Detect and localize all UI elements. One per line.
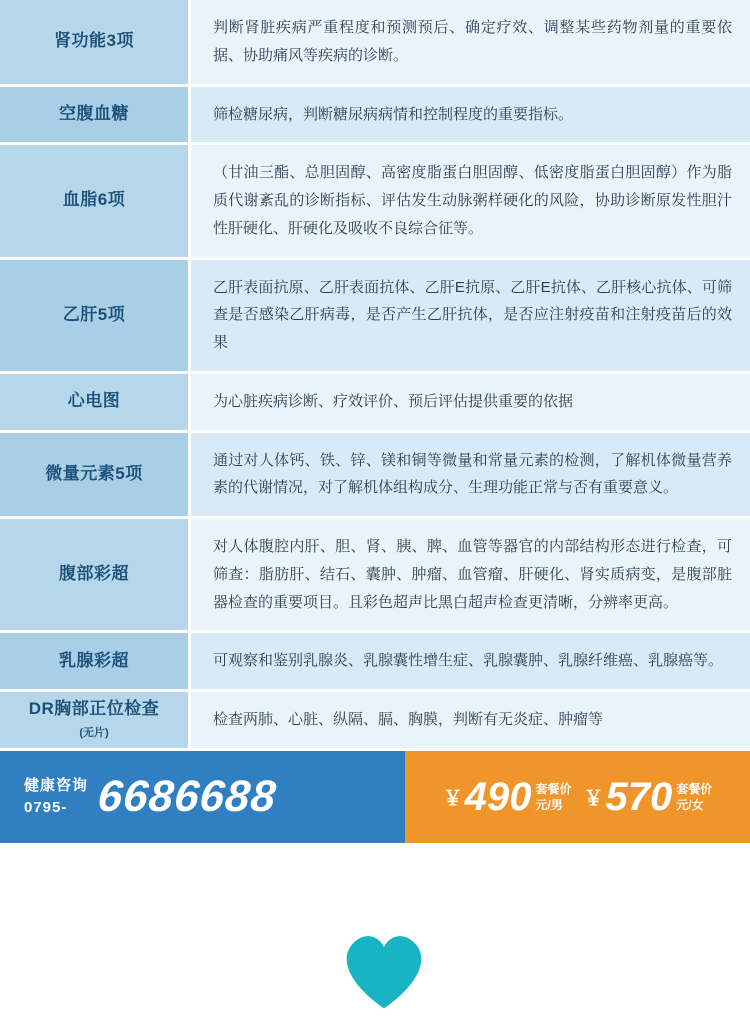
phone-number[interactable]: 6686688 [95,771,279,821]
item-name-note: (无片) [79,727,109,740]
price-tag [535,781,571,813]
item-name-cell [0,692,188,751]
item-desc: 可观察和鉴别乳腺炎、乳腺囊性增生症、乳腺囊肿、乳腺纤维癌、乳腺癌等。 [213,652,724,670]
item-name-cell [0,87,188,146]
price-male [442,774,572,819]
price-tag-line1: 套餐价 [535,781,572,796]
item-desc: 为心脏疾病诊断、疗效评价、预后评估提供重要的依据 [213,392,574,410]
table-row [0,145,750,259]
item-name-cell [0,519,188,633]
price-tag-line1: 套餐价 [676,781,713,796]
item-desc-cell [188,519,750,633]
item-name: 心电图 [67,391,121,411]
consult-label [24,775,88,819]
item-desc: 判断肾脏疾病严重程度和预测预后、确定疗效、调整某些药物剂量的重要依据、协助痛风等疾病的诊断。 [213,19,732,64]
table-row [0,374,750,433]
table-row [0,433,750,520]
item-name-cell [0,0,188,87]
price-amount: 490 [464,774,532,819]
item-desc: 筛检糖尿病，判断糖尿病病情和控制程度的重要指标。 [213,105,574,123]
footer-price [405,751,750,843]
item-desc-cell [188,0,750,87]
item-desc-cell [188,692,750,751]
footer-bar [0,751,750,843]
item-name: 乳腺彩超 [59,650,129,670]
item-name: 肾功能3项 [54,31,134,51]
item-name-cell [0,433,188,520]
price-tag [676,781,712,813]
table-row [0,519,750,633]
item-desc: 乙肝表面抗原、乙肝表面抗体、乙肝E抗原、乙肝E抗体、乙肝核心抗体、可筛查是否感染乙肝病毒，是否产生乙肝抗体，是否应注射疫苗和注射疫苗后的效果 [213,278,732,351]
item-name-cell [0,260,188,374]
item-desc: 通过对人体钙、铁、锌、镁和铜等微量和常量元素的检测，了解机体微量营养素的代谢情况，对了解机体组构成分、生理功能正常与否有重要意义。 [213,451,732,497]
item-name-cell [0,145,188,259]
table-row [0,0,750,87]
item-name: 微量元素5项 [45,463,143,483]
price-tag-line2: 元/女 [676,797,704,812]
consult-label-line1: 健康咨询 [24,777,89,794]
table-row [0,692,750,751]
item-name: 腹部彩超 [59,564,129,584]
item-name-cell [0,633,188,692]
item-desc: 对人体腹腔内肝、胆、肾、胰、脾、血管等器官的内部结构形态进行检查，可筛查：脂肪肝、结石、囊肿、肿瘤、血管瘤、肝硬化、肾实质病变，是腹部脏器检查的重要项目。且彩色超声比黑白超声检查更清晰，分辨率更高。 [213,538,732,611]
item-desc: 检查两肺、心脏、纵隔、膈、胸膜，判断有无炎症、肿瘤等 [213,711,604,728]
price-female [583,774,713,819]
item-desc-cell [188,87,750,146]
item-name: 空腹血糖 [59,103,129,123]
item-desc-cell [188,433,750,520]
heart-icon [336,922,432,1018]
item-desc-cell [188,260,750,374]
table-row [0,260,750,374]
price-tag-line2: 元/男 [535,797,563,812]
table-row [0,633,750,692]
yen-symbol: ￥ [583,788,604,811]
item-desc: （甘油三酯、总胆固醇、高密度脂蛋白胆固醇、低密度脂蛋白胆固醇）作为脂质代谢紊乱的诊断指标、评估发生动脉粥样硬化的风险，协助诊断原发性胆汁性肝硬化、肝硬化及吸收不良综合征等。 [213,164,732,237]
item-name: DR胸部正位检查 [28,699,160,719]
item-name: 乙肝5项 [62,304,126,324]
item-desc-cell [188,374,750,433]
price-amount: 570 [605,774,673,819]
footer-contact [0,751,405,843]
yen-symbol: ￥ [442,788,463,811]
item-desc-cell [188,145,750,259]
item-name-cell [0,374,188,433]
item-name: 血脂6项 [62,190,126,210]
table-row [0,87,750,146]
consult-label-line2: 0795- [24,798,68,816]
item-desc-cell [188,633,750,692]
